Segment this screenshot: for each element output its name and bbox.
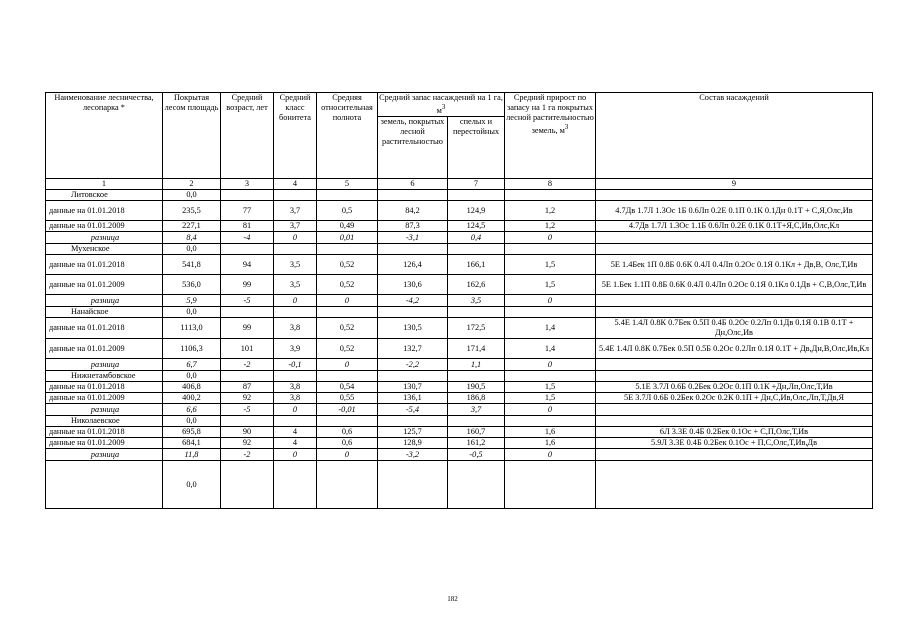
cell-bonitet: 0 bbox=[274, 295, 317, 307]
page-number: 182 bbox=[447, 595, 458, 603]
cell-increment bbox=[505, 416, 596, 427]
column-number: 6 bbox=[378, 179, 448, 190]
cell-stock-mature: 160,7 bbox=[448, 427, 505, 438]
header-density: Средняя относительная полнота bbox=[317, 93, 378, 179]
cell-density: 0,01 bbox=[317, 232, 378, 244]
row-name: разница bbox=[46, 449, 163, 461]
row-name: данные на 01.01.2009 bbox=[46, 393, 163, 404]
column-number: 3 bbox=[221, 179, 274, 190]
cell-increment: 1,5 bbox=[505, 393, 596, 404]
cell-stock-mature bbox=[448, 307, 505, 318]
row-name: Литовское bbox=[46, 190, 163, 201]
cell-density: 0,49 bbox=[317, 221, 378, 232]
cell-area: 8,4 bbox=[163, 232, 221, 244]
cell-composition bbox=[596, 232, 873, 244]
column-number: 5 bbox=[317, 179, 378, 190]
header-stock-land: земель, покрытых лесной растительностью bbox=[378, 117, 448, 179]
row-name: данные на 01.01.2009 bbox=[46, 339, 163, 359]
difference-row bbox=[46, 449, 873, 461]
forest-table bbox=[45, 92, 873, 509]
cell-area: 1113,0 bbox=[163, 318, 221, 339]
cell-increment: 1,4 bbox=[505, 318, 596, 339]
cell-composition bbox=[596, 416, 873, 427]
cell-area: 0,0 bbox=[163, 307, 221, 318]
group-row bbox=[46, 416, 873, 427]
cell-density: 0,52 bbox=[317, 255, 378, 275]
cell-age bbox=[221, 371, 274, 382]
cell-bonitet: 3,9 bbox=[274, 339, 317, 359]
cell-bonitet: 4 bbox=[274, 438, 317, 449]
row-name: данные на 01.01.2018 bbox=[46, 427, 163, 438]
cell-age bbox=[221, 190, 274, 201]
cell-density: 0 bbox=[317, 359, 378, 371]
cell-stock-mature bbox=[448, 461, 505, 509]
column-number: 2 bbox=[163, 179, 221, 190]
cell-area: 0,0 bbox=[163, 416, 221, 427]
cell-area: 695,8 bbox=[163, 427, 221, 438]
cell-bonitet: 3,7 bbox=[274, 221, 317, 232]
table-row bbox=[46, 382, 873, 393]
cell-area: 0,0 bbox=[163, 190, 221, 201]
row-name: разница bbox=[46, 232, 163, 244]
cell-stock-mature: 186,8 bbox=[448, 393, 505, 404]
cell-composition bbox=[596, 359, 873, 371]
cell-area: 6,7 bbox=[163, 359, 221, 371]
cell-composition bbox=[596, 244, 873, 255]
header-increment-sup: 3 bbox=[564, 124, 569, 131]
cell-bonitet bbox=[274, 416, 317, 427]
cell-bonitet bbox=[274, 244, 317, 255]
cell-stock-mature: 3,7 bbox=[448, 404, 505, 416]
cell-stock-mature: 162,6 bbox=[448, 275, 505, 295]
cell-area: 0,0 bbox=[163, 244, 221, 255]
cell-age: 94 bbox=[221, 255, 274, 275]
row-name: данные на 01.01.2018 bbox=[46, 382, 163, 393]
cell-stock bbox=[378, 307, 448, 318]
cell-bonitet: -0,1 bbox=[274, 359, 317, 371]
cell-bonitet: 3,8 bbox=[274, 382, 317, 393]
cell-density bbox=[317, 244, 378, 255]
cell-stock-mature: 166,1 bbox=[448, 255, 505, 275]
cell-composition bbox=[596, 190, 873, 201]
row-name: данные на 01.01.2009 bbox=[46, 221, 163, 232]
cell-density bbox=[317, 190, 378, 201]
cell-age: -5 bbox=[221, 295, 274, 307]
cell-bonitet bbox=[274, 461, 317, 509]
header-stock-group-text: Средний запас насаждений на 1 га, м bbox=[379, 93, 503, 115]
cell-stock: 130,6 bbox=[378, 275, 448, 295]
cell-increment: 1,6 bbox=[505, 438, 596, 449]
cell-composition: 5.4Е 1.4Л 0.8К 0.7Бек 0.5П 0.5Б 0.2Ос 0.2Лп 0.1Я 0.1Т + Дв,Дн,В,Олс,Ив,Кл bbox=[596, 339, 873, 359]
header-increment-text: Средний прирост по запасу на 1 га покрытых лесной растительностью земель, м bbox=[506, 93, 594, 135]
cell-stock-mature: 1,1 bbox=[448, 359, 505, 371]
cell-stock: 128,9 bbox=[378, 438, 448, 449]
cell-area: 1106,3 bbox=[163, 339, 221, 359]
cell-density: 0 bbox=[317, 295, 378, 307]
row-name: данные на 01.01.2018 bbox=[46, 201, 163, 221]
cell-composition bbox=[596, 295, 873, 307]
cell-bonitet: 3,5 bbox=[274, 255, 317, 275]
row-name: Николаевское bbox=[46, 416, 163, 427]
cell-stock-mature: 0,4 bbox=[448, 232, 505, 244]
cell-stock: 125,7 bbox=[378, 427, 448, 438]
column-number: 4 bbox=[274, 179, 317, 190]
cell-composition: 5Е 1.Бек 1.1П 0.8Б 0.6К 0.4Л 0.4Лп 0.2Ос 0.1Я 0.1Кл 0.1Дв + С,В,Олс,Т,Ив bbox=[596, 275, 873, 295]
column-number: 9 bbox=[596, 179, 873, 190]
cell-area: 6,6 bbox=[163, 404, 221, 416]
cell-density: 0,52 bbox=[317, 318, 378, 339]
table-row bbox=[46, 393, 873, 404]
cell-stock: 136,1 bbox=[378, 393, 448, 404]
cell-increment: 1,2 bbox=[505, 201, 596, 221]
cell-density: 0 bbox=[317, 449, 378, 461]
cell-age: -2 bbox=[221, 359, 274, 371]
header-increment bbox=[505, 93, 596, 179]
row-name: данные на 01.01.2009 bbox=[46, 275, 163, 295]
cell-increment bbox=[505, 244, 596, 255]
cell-density: 0,52 bbox=[317, 339, 378, 359]
cell-composition: 4.7Дв 1.7Л 1.3Ос 1.1Б 0.6Лп 0.2Е 0.1К 0.1Т+Я,С,Ив,Олс,Кл bbox=[596, 221, 873, 232]
cell-density: 0,52 bbox=[317, 275, 378, 295]
group-row bbox=[46, 190, 873, 201]
cell-stock-mature bbox=[448, 416, 505, 427]
table-body bbox=[46, 190, 873, 509]
cell-stock-mature: 161,2 bbox=[448, 438, 505, 449]
group-row bbox=[46, 371, 873, 382]
cell-increment bbox=[505, 307, 596, 318]
header-row bbox=[46, 93, 873, 117]
cell-stock: -2,2 bbox=[378, 359, 448, 371]
table-row bbox=[46, 221, 873, 232]
cell-increment: 1,5 bbox=[505, 382, 596, 393]
row-name: данные на 01.01.2009 bbox=[46, 438, 163, 449]
header-stock-mature: спелых и перестойных bbox=[448, 117, 505, 179]
cell-composition: 5.1Е 3.7Л 0.6Б 0.2Бек 0.2Ос 0.1П 0.1К +Дн,Лп,Олс,Т,Ив bbox=[596, 382, 873, 393]
cell-stock: -3,1 bbox=[378, 232, 448, 244]
cell-composition bbox=[596, 404, 873, 416]
cell-age bbox=[221, 244, 274, 255]
column-number-row bbox=[46, 179, 873, 190]
header-area: Покрытая лесом площадь bbox=[163, 93, 221, 179]
cell-bonitet: 3,8 bbox=[274, 318, 317, 339]
cell-age: 87 bbox=[221, 382, 274, 393]
cell-area: 406,8 bbox=[163, 382, 221, 393]
row-name: Нанайское bbox=[46, 307, 163, 318]
cell-age bbox=[221, 461, 274, 509]
cell-stock: -4,2 bbox=[378, 295, 448, 307]
cell-density bbox=[317, 416, 378, 427]
group-row bbox=[46, 244, 873, 255]
cell-composition: 5.4Е 1.4Л 0.8К 0.7Бек 0.5П 0.4Б 0.2Ос 0.2Лп 0.1Дв 0.1Я 0.1В 0.1Т + Дн,Олс,Ив bbox=[596, 318, 873, 339]
cell-age bbox=[221, 416, 274, 427]
row-name: данные на 01.01.2018 bbox=[46, 255, 163, 275]
cell-age: -5 bbox=[221, 404, 274, 416]
row-name: данные на 01.01.2018 bbox=[46, 318, 163, 339]
difference-row bbox=[46, 404, 873, 416]
column-number: 8 bbox=[505, 179, 596, 190]
column-number: 1 bbox=[46, 179, 163, 190]
cell-composition bbox=[596, 461, 873, 509]
cell-density bbox=[317, 307, 378, 318]
cell-composition: 5.9Л 3.3Е 0.4Б 0.2Бек 0.1Ос + П,С,Олс,Т,Ив,Дв bbox=[596, 438, 873, 449]
cell-area: 400,2 bbox=[163, 393, 221, 404]
cell-stock-mature bbox=[448, 371, 505, 382]
cell-stock-mature: -0,5 bbox=[448, 449, 505, 461]
table-row bbox=[46, 438, 873, 449]
header-forestry-name: Наименование лесничества, лесопарка * bbox=[46, 93, 163, 179]
cell-composition bbox=[596, 371, 873, 382]
header-composition: Состав насаждений bbox=[596, 93, 873, 179]
row-name bbox=[46, 461, 163, 509]
cell-stock-mature bbox=[448, 190, 505, 201]
table-row bbox=[46, 339, 873, 359]
cell-bonitet: 3,8 bbox=[274, 393, 317, 404]
table-row bbox=[46, 461, 873, 509]
cell-bonitet bbox=[274, 307, 317, 318]
cell-age: 92 bbox=[221, 438, 274, 449]
cell-increment: 1,4 bbox=[505, 339, 596, 359]
cell-area: 536,0 bbox=[163, 275, 221, 295]
cell-stock bbox=[378, 416, 448, 427]
cell-bonitet: 0 bbox=[274, 232, 317, 244]
cell-density: 0,5 bbox=[317, 201, 378, 221]
cell-density: -0,01 bbox=[317, 404, 378, 416]
cell-stock-mature: 124,9 bbox=[448, 201, 505, 221]
row-name: разница bbox=[46, 404, 163, 416]
cell-increment: 1,5 bbox=[505, 255, 596, 275]
cell-stock bbox=[378, 371, 448, 382]
group-row bbox=[46, 307, 873, 318]
cell-increment bbox=[505, 461, 596, 509]
cell-stock bbox=[378, 244, 448, 255]
cell-bonitet: 4 bbox=[274, 427, 317, 438]
cell-stock: 126,4 bbox=[378, 255, 448, 275]
cell-increment: 1,2 bbox=[505, 221, 596, 232]
table-row bbox=[46, 427, 873, 438]
cell-density bbox=[317, 371, 378, 382]
cell-increment bbox=[505, 190, 596, 201]
table-row bbox=[46, 255, 873, 275]
cell-increment: 0 bbox=[505, 359, 596, 371]
cell-age bbox=[221, 307, 274, 318]
cell-composition bbox=[596, 307, 873, 318]
cell-increment bbox=[505, 371, 596, 382]
cell-age: 92 bbox=[221, 393, 274, 404]
cell-age: -4 bbox=[221, 232, 274, 244]
cell-increment: 0 bbox=[505, 295, 596, 307]
header-stock-group-sup: 3 bbox=[441, 104, 446, 111]
cell-stock: 84,2 bbox=[378, 201, 448, 221]
row-name: разница bbox=[46, 295, 163, 307]
cell-bonitet: 0 bbox=[274, 449, 317, 461]
row-name: разница bbox=[46, 359, 163, 371]
cell-stock-mature bbox=[448, 244, 505, 255]
cell-stock bbox=[378, 461, 448, 509]
cell-increment: 1,5 bbox=[505, 275, 596, 295]
difference-row bbox=[46, 295, 873, 307]
cell-composition: 5Е 1.4Бек 1П 0.8Б 0.6К 0.4Л 0.4Лп 0.2Ос 0.1Я 0.1Кл + Дв,В, Олс,Т,Ив bbox=[596, 255, 873, 275]
cell-area: 0,0 bbox=[163, 461, 221, 509]
cell-composition: 6Л 3.3Е 0.4Б 0.2Бек 0.1Ос + С,П,Олс,Т,Ив bbox=[596, 427, 873, 438]
cell-area: 227,1 bbox=[163, 221, 221, 232]
cell-stock: -5,4 bbox=[378, 404, 448, 416]
cell-stock bbox=[378, 190, 448, 201]
cell-increment: 1,6 bbox=[505, 427, 596, 438]
cell-composition bbox=[596, 449, 873, 461]
cell-density: 0,6 bbox=[317, 438, 378, 449]
cell-composition: 4.7Дв 1.7Л 1.3Ос 1Б 0.6Лп 0.2Е 0.1П 0.1К 0.1Дн 0.1Т + С,Я,Олс,Ив bbox=[596, 201, 873, 221]
cell-age: 99 bbox=[221, 318, 274, 339]
cell-area: 235,5 bbox=[163, 201, 221, 221]
cell-area: 0,0 bbox=[163, 371, 221, 382]
row-name: Нижнетамбовское bbox=[46, 371, 163, 382]
cell-age: 99 bbox=[221, 275, 274, 295]
cell-stock: -3,2 bbox=[378, 449, 448, 461]
cell-age: 101 bbox=[221, 339, 274, 359]
cell-stock: 130,5 bbox=[378, 318, 448, 339]
cell-increment: 0 bbox=[505, 449, 596, 461]
header-bonitet: Средний класс бонитета bbox=[274, 93, 317, 179]
cell-area: 541,8 bbox=[163, 255, 221, 275]
table-row bbox=[46, 275, 873, 295]
cell-stock-mature: 3,5 bbox=[448, 295, 505, 307]
column-number: 7 bbox=[448, 179, 505, 190]
cell-density: 0,6 bbox=[317, 427, 378, 438]
cell-stock: 130,7 bbox=[378, 382, 448, 393]
cell-density bbox=[317, 461, 378, 509]
cell-age: -2 bbox=[221, 449, 274, 461]
table-row bbox=[46, 201, 873, 221]
cell-stock-mature: 171,4 bbox=[448, 339, 505, 359]
cell-area: 11,8 bbox=[163, 449, 221, 461]
difference-row bbox=[46, 359, 873, 371]
difference-row bbox=[46, 232, 873, 244]
cell-increment: 0 bbox=[505, 404, 596, 416]
cell-area: 5,9 bbox=[163, 295, 221, 307]
cell-bonitet bbox=[274, 371, 317, 382]
cell-area: 684,1 bbox=[163, 438, 221, 449]
cell-stock: 87,3 bbox=[378, 221, 448, 232]
header-stock-group bbox=[378, 93, 505, 117]
cell-bonitet: 3,7 bbox=[274, 201, 317, 221]
cell-density: 0,55 bbox=[317, 393, 378, 404]
cell-stock-mature: 124,5 bbox=[448, 221, 505, 232]
cell-increment: 0 bbox=[505, 232, 596, 244]
cell-stock-mature: 172,5 bbox=[448, 318, 505, 339]
cell-density: 0,54 bbox=[317, 382, 378, 393]
header-age: Средний возраст, лет bbox=[221, 93, 274, 179]
cell-bonitet: 0 bbox=[274, 404, 317, 416]
cell-age: 77 bbox=[221, 201, 274, 221]
cell-bonitet: 3,5 bbox=[274, 275, 317, 295]
cell-stock: 132,7 bbox=[378, 339, 448, 359]
row-name: Мухенское bbox=[46, 244, 163, 255]
cell-stock-mature: 190,5 bbox=[448, 382, 505, 393]
table-row bbox=[46, 318, 873, 339]
cell-age: 90 bbox=[221, 427, 274, 438]
cell-bonitet bbox=[274, 190, 317, 201]
cell-age: 81 bbox=[221, 221, 274, 232]
cell-composition: 5Е 3.7Л 0.6Б 0.2Бек 0.2Ос 0.2К 0.1П + Дн,С,Ив,Олс,Лп,Т,Дв,Я bbox=[596, 393, 873, 404]
